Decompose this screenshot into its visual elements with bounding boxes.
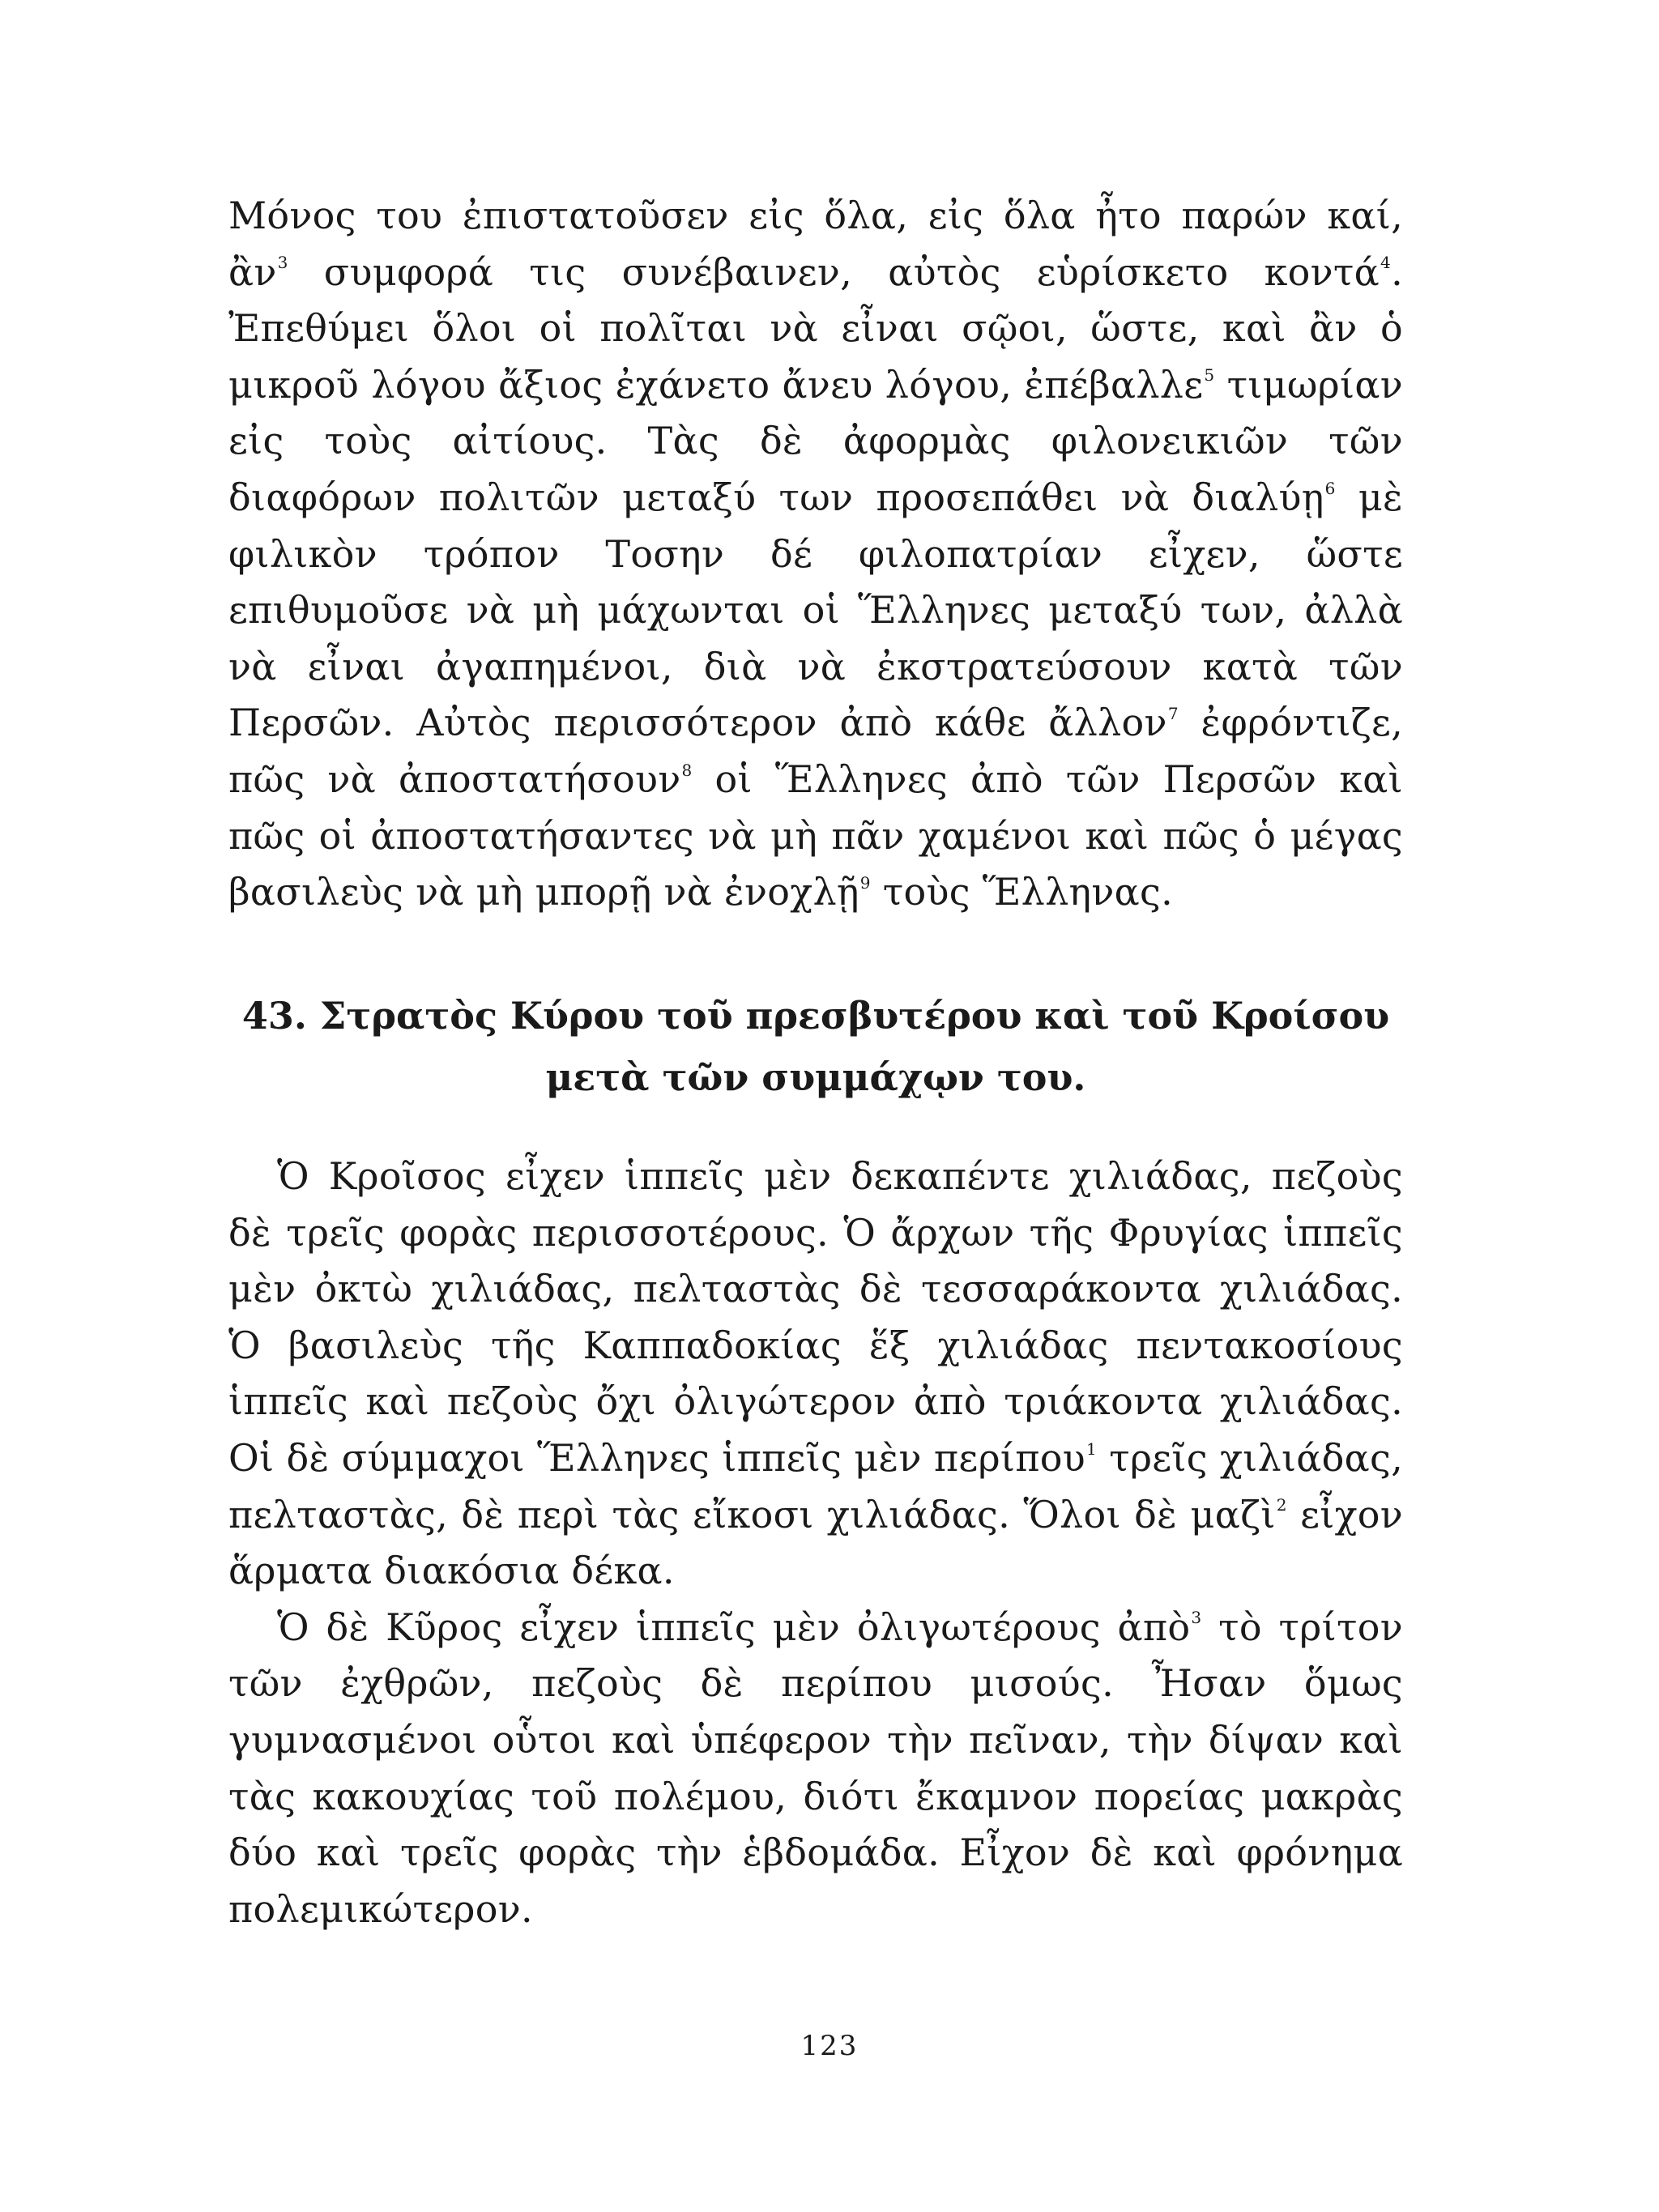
text-segment: τοὺς Ἕλληνας. [870, 870, 1174, 914]
text-segment: Ὁ δὲ Κῦρος εἶχεν ἱππεῖς μὲν ὀλιγωτέρους ἀπὸ [277, 1605, 1191, 1649]
text-segment: τιμωρίαν εἰς τοὺς αἰτίους. Τὰς δὲ ἀφορμὰς φιλονεικιῶν τῶν διαφόρων πολιτῶν μεταξύ των προσεπάθει νὰ διαλύῃ [228, 362, 1403, 519]
footnote-marker: 5 [1204, 365, 1215, 386]
footnote-marker: 1 [1086, 1438, 1098, 1459]
text-segment: οἱ Ἕλληνες ἀπὸ τῶν Περσῶν καὶ πῶς οἱ ἀποστατήσαντες νὰ μὴ πᾶν χαμένοι καὶ πῶς ὁ μέγας βασιλεὺς νὰ μὴ μπορῇ νὰ ἐνοχλῇ [228, 757, 1403, 914]
main-paragraph-2 [228, 1600, 1403, 1938]
page-number: 123 [800, 2030, 859, 2062]
text-segment: εἶχον ἅρματα διακόσια δέκα. [228, 1492, 1404, 1593]
footnote-marker: 7 [1167, 704, 1179, 724]
footnote-marker: 4 [1380, 253, 1392, 273]
text-segment: τρεῖς χιλιάδας, πελταστὰς, δὲ περὶ τὰς εἴκοσι χιλιάδας. Ὅλοι δὲ μαζὶ [228, 1435, 1403, 1536]
footnote-marker: 9 [859, 872, 871, 893]
text-segment: ἐφρόντιζε, πῶς νὰ ἀποστατήσουν [228, 701, 1403, 801]
footnote-marker: 3 [277, 253, 288, 273]
text-segment: συμφορά τις συνέβαινεν, αὐτὸς εὑρίσκετο κοντά [288, 249, 1380, 294]
footnote-marker: 3 [1191, 1608, 1202, 1628]
section-heading-line-1: 43. Στρατὸς Κύρου τοῦ πρεσβυτέρου καὶ τοῦ Κροίσου [241, 994, 1390, 1038]
text-segment: Μόνος του ἐπιστατοῦσεν εἰς ὅλα, εἰς ὅλα ἦτο παρών καί, ἂν [228, 194, 1403, 294]
text-segment: . Ἐπεθύμει ὅλοι οἱ πολῖται νὰ εἶναι σῷοι, ὥστε, καὶ ἂν ὁ μικροῦ λόγου ἄξιος ἐχάνετο ἄνευ λόγου, ἐπέβαλλε [228, 249, 1403, 407]
text-segment: μὲ φιλικὸν τρόπον Τοσην δέ φιλοπατρίαν εἶχεν, ὥστε επιθυμοῦσε νὰ μὴ μάχωνται οἱ Ἕλληνες μεταξύ των, ἀλλὰ νὰ εἶναι ἀγαπημένοι, διὰ νὰ ἐκστρατεύσουν κατὰ τῶν Περσῶν. Αὐτὸς περισσότερον ἀπὸ κάθε ἄλλον [228, 475, 1403, 745]
intro-text-block [228, 188, 1403, 921]
footnote-marker: 6 [1324, 478, 1336, 498]
text-segment: τὸ τρίτον τῶν ἐχθρῶν, πεζοὺς δὲ περίπου μισούς. Ἦσαν ὅμως γυμνασμένοι οὗτοι καὶ ὑπέφερον τὴν πεῖναν, τὴν δίψαν καὶ τὰς κακουχίας τοῦ πολέμου, διότι ἔκαμνον πορείας μακρὰς δύο καὶ τρεῖς φορὰς τὴν ἑβδομάδα. Εἶχον δὲ καὶ φρόνημα πολεμικώτερον. [228, 1605, 1403, 1931]
main-paragraph-1 [228, 1149, 1403, 1600]
section-heading [228, 985, 1403, 1108]
footnote-marker: 8 [681, 760, 693, 780]
section-heading-line-2: μετὰ τῶν συμμάχῳν του. [545, 1055, 1086, 1099]
text-segment: Ὁ Κροῖσος εἶχεν ἱππεῖς μὲν δεκαπέντε χιλιάδας, πεζοὺς δὲ τρεῖς φορὰς περισσοτέρους. Ὁ ἄρχων τῆς Φρυγίας ἱππεῖς μὲν ὀκτὼ χιλιάδας, πελταστὰς δὲ τεσσαράκοντα χιλιάδας. Ὁ βασιλεὺς τῆς Καππαδοκίας ἕξ χιλιάδας πεντακοσίους ἱππεῖς καὶ πεζοὺς ὄχι ὀλιγώτερον ἀπὸ τριάκοντα χιλιάδας. Οἱ δὲ σύμμαχοι Ἕλληνες ἱππεῖς μὲν περίπου [228, 1154, 1403, 1480]
main-text-block [228, 1149, 1403, 1937]
intro-paragraph [228, 188, 1403, 921]
footnote-marker: 2 [1276, 1495, 1287, 1515]
